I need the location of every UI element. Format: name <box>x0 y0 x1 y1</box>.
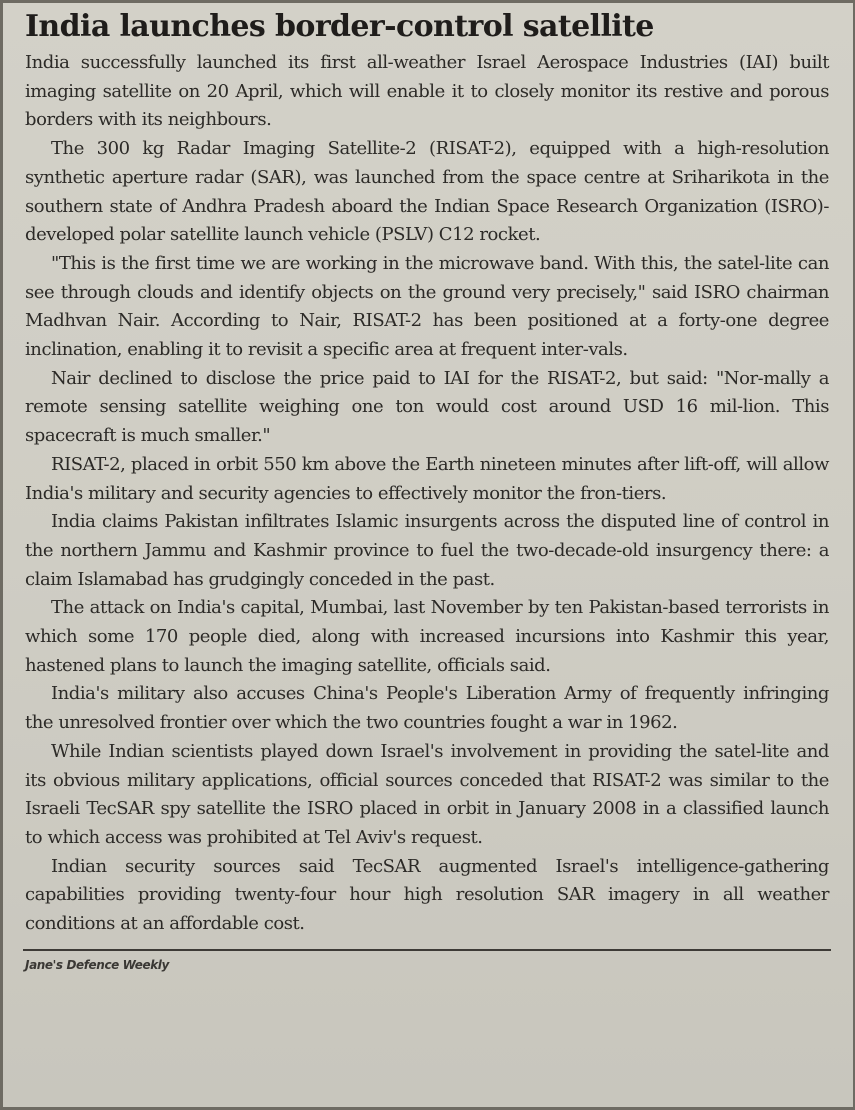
source-credit: Jane's Defence Weekly <box>25 957 169 972</box>
paragraph-1: India successfully launched its first all-weather Israel Aerospace Industries (IAI) built imaging satellite on 20 April, which will enable it to closely monitor its restive and porous borders with its neighbours. <box>25 52 829 131</box>
divider-rule <box>23 949 831 951</box>
paragraph-10: Indian security sources said TecSAR augmented Israel's intelligence-gathering capabilities providing twenty-four hour high resolution SAR imagery in all weather conditions at an affordable cost. <box>25 855 829 935</box>
paragraph-3: "This is the first time we are working in the microwave band. With this, the satel-lite can see through clouds and identify objects on the ground very precisely," said ISRO chairman Madhvan Nair. According to Nair, RISAT-2 has been positioned at a forty-one degree inclination, enabling it to revisit a specific area at frequent inter-vals. <box>25 252 829 361</box>
paragraph-6: India claims Pakistan infiltrates Islamic insurgents across the disputed line of control in the northern Jammu and Kashmir province to fuel the two-decade-old insurgency there: a claim Islamabad has grudgingly conceded in the past. <box>25 511 829 590</box>
paragraph-2: The 300 kg Radar Imaging Satellite-2 (RISAT-2), equipped with a high-resolution synthetic aperture radar (SAR), was launched from the space centre at Sriharikota in the southern state of Andhra Pradesh aboard the Indian Space Research Organization (ISRO)-developed polar satellite launch vehicle (PSLV) C12 rocket. <box>25 138 829 246</box>
paragraph-4: Nair declined to disclose the price paid to IAI for the RISAT-2, but said: "Nor-mally a remote sensing satellite weighing one ton would cost around USD 16 mil-lion. This spacecraft is much smaller." <box>25 367 829 447</box>
paragraph-9: While Indian scientists played down Israel's involvement in providing the satel-lite and its obvious military applications, official sources conceded that RISAT-2 was similar to the Israeli TecSAR spy satellite the ISRO placed in orbit in January 2008 in a classified launch to which access was prohibited at Tel Aviv's request. <box>25 740 829 848</box>
paragraph-8: India's military also accuses China's People's Liberation Army of frequently infringing the unresolved frontier over which the two countries fought a war in 1962. <box>25 683 829 734</box>
paragraph-7: The attack on India's capital, Mumbai, last November by ten Pakistan-based terrorists in which some 170 people died, along with increased incursions into Kashmir this year, hastened plans to launch the imaging satellite, officials said. <box>25 597 829 676</box>
headline: India launches border-control satellite <box>25 9 654 44</box>
paragraph-5: RISAT-2, placed in orbit 550 km above the Earth nineteen minutes after lift-off, will allow India's military and security agencies to effectively monitor the fron-tiers. <box>25 453 829 504</box>
article-body <box>25 49 829 939</box>
